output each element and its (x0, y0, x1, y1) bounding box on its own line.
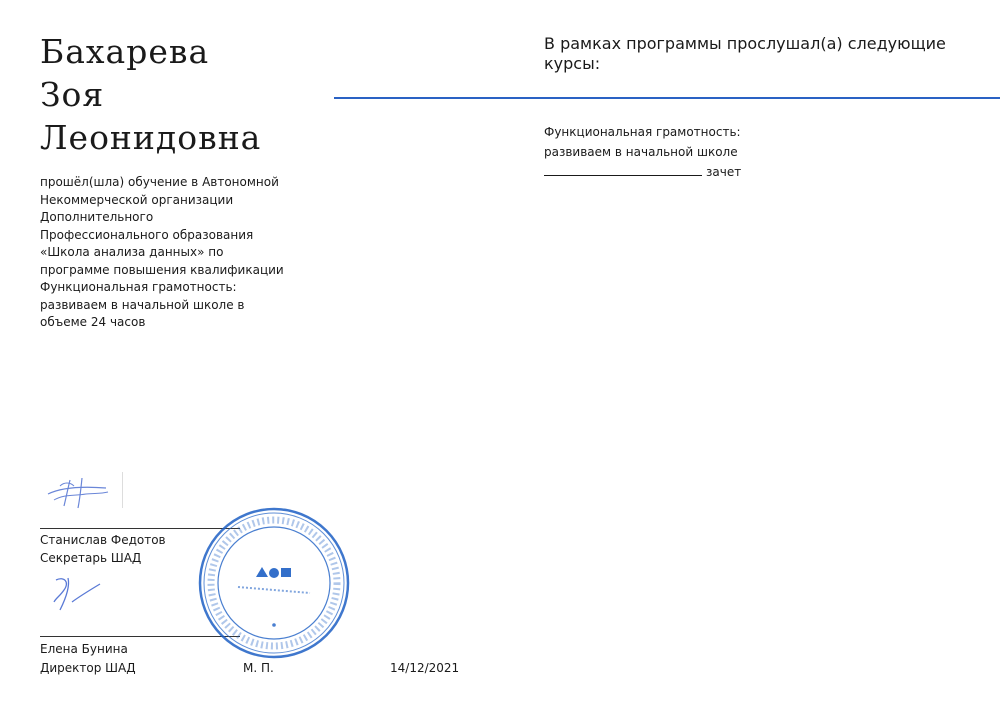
signature-fedotov (40, 472, 130, 512)
recipient-name (40, 30, 261, 159)
signature-bunina (46, 572, 106, 617)
issue-date: 14/12/2021 (390, 661, 460, 675)
heading-divider (334, 97, 1000, 99)
course-result-row (544, 162, 804, 182)
recipient-patronymic: Леонидовна (40, 118, 262, 157)
course-title: Функциональная грамотность: развиваем в начальной школе (544, 125, 741, 159)
recipient-last-name: Бахарева (40, 32, 210, 71)
signatory-2-position: Директор ШАД (40, 661, 136, 675)
organization-seal-stamp (198, 507, 350, 659)
courses-heading: В рамках программы прослушал(а) следующие курсы: (544, 34, 946, 73)
signatory-1-name: Станислав Федотов (40, 533, 166, 547)
course-item (544, 122, 804, 182)
stamp-mark-label: М. П. (243, 661, 274, 675)
recipient-first-name: Зоя (40, 75, 105, 114)
grade-line (544, 163, 702, 176)
course-result: зачет (706, 165, 742, 179)
completion-description: прошёл(шла) обучение в Автономной Некоммерческой организации Дополнительного Профессионального образования «Школа анализа данных» по программе повышения квалификации Функциональная грамотность: развиваем в начальной школе в объеме 24 часов (40, 175, 284, 329)
signature-divider (122, 472, 123, 508)
signatory-2-name: Елена Бунина (40, 642, 128, 656)
signatory-1-position: Секретарь ШАД (40, 551, 142, 565)
